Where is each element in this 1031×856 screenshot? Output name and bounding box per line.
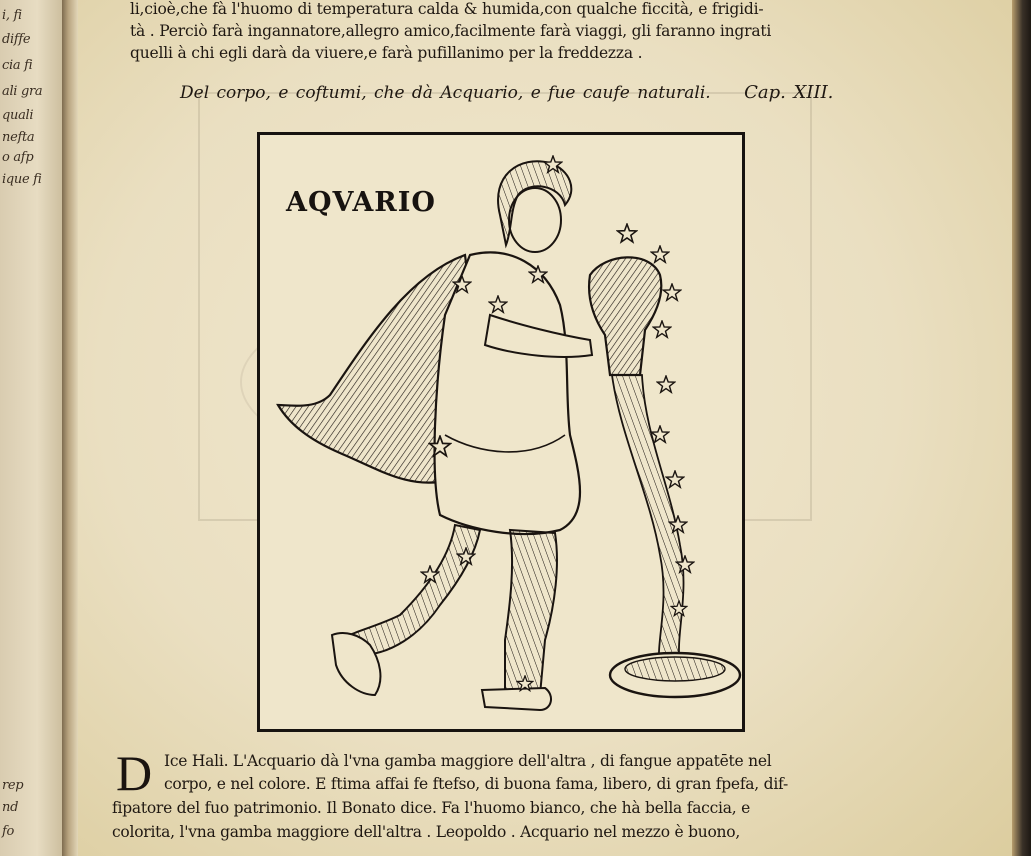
text-line: li,cioè,che fà l'huomo di temperatura calda & humida,con qualche ficcità, e frigidi-: [130, 0, 764, 18]
chapter-number: Cap. XIII.: [744, 82, 834, 103]
chapter-heading: [180, 82, 833, 103]
left-leg-shape: [350, 525, 480, 655]
page-right-edge: [1012, 0, 1031, 856]
tunic-shape: [435, 252, 580, 534]
left-fragment: nd: [2, 800, 19, 815]
book-gutter: [62, 0, 78, 856]
aquarius-figure: [260, 135, 742, 729]
left-fragment: nefta: [2, 130, 35, 145]
paragraph-line: colorita, l'vna gamba maggiore dell'altra . Leopoldo . Acquario nel mezzo è buono,: [112, 823, 741, 841]
left-fragment: ali gra: [2, 84, 43, 99]
right-leg-shape: [505, 530, 557, 695]
chapter-title: Del corpo, e coftumi, che dà Acquario, e fue caufe naturali.: [180, 83, 711, 103]
left-fragment: i, fi: [2, 8, 22, 23]
text-line: tà . Perciò farà ingannatore,allegro amico,facilmente farà viaggi, gli faranno ingrati: [130, 22, 772, 40]
left-fragment: quali: [2, 108, 34, 123]
left-fragment: cia fi: [2, 58, 33, 73]
left-fragment: o afp: [2, 150, 34, 165]
previous-page-edge: [0, 0, 62, 856]
left-fragment: ique fi: [2, 172, 42, 187]
left-fragment: rep: [2, 778, 24, 793]
left-fragment: fo: [2, 824, 15, 839]
paragraph-line: corpo, e nel colore. E ftima affai fe ftefso, di buona fama, libero, di gran fpefa, dif-: [164, 775, 788, 793]
paragraph-line: fipatore del fuo patrimonio. Il Bonato dice. Fa l'huomo bianco, che hà bella faccia, e: [112, 799, 751, 817]
water-stream-shape: [612, 375, 684, 665]
urn-shape: [589, 257, 661, 375]
drop-cap: D: [116, 745, 153, 801]
woodcut-label: AQVARIO: [286, 187, 436, 218]
text-line: quelli à chi egli darà da viuere,e farà pufillanimo per la freddezza .: [130, 44, 643, 62]
paragraph-line: Ice Hali. L'Acquario dà l'vna gamba maggiore dell'altra , di fangue appatēte nel: [164, 752, 772, 770]
left-fragment: diffe: [2, 32, 31, 47]
woodcut-illustration: [257, 132, 745, 732]
